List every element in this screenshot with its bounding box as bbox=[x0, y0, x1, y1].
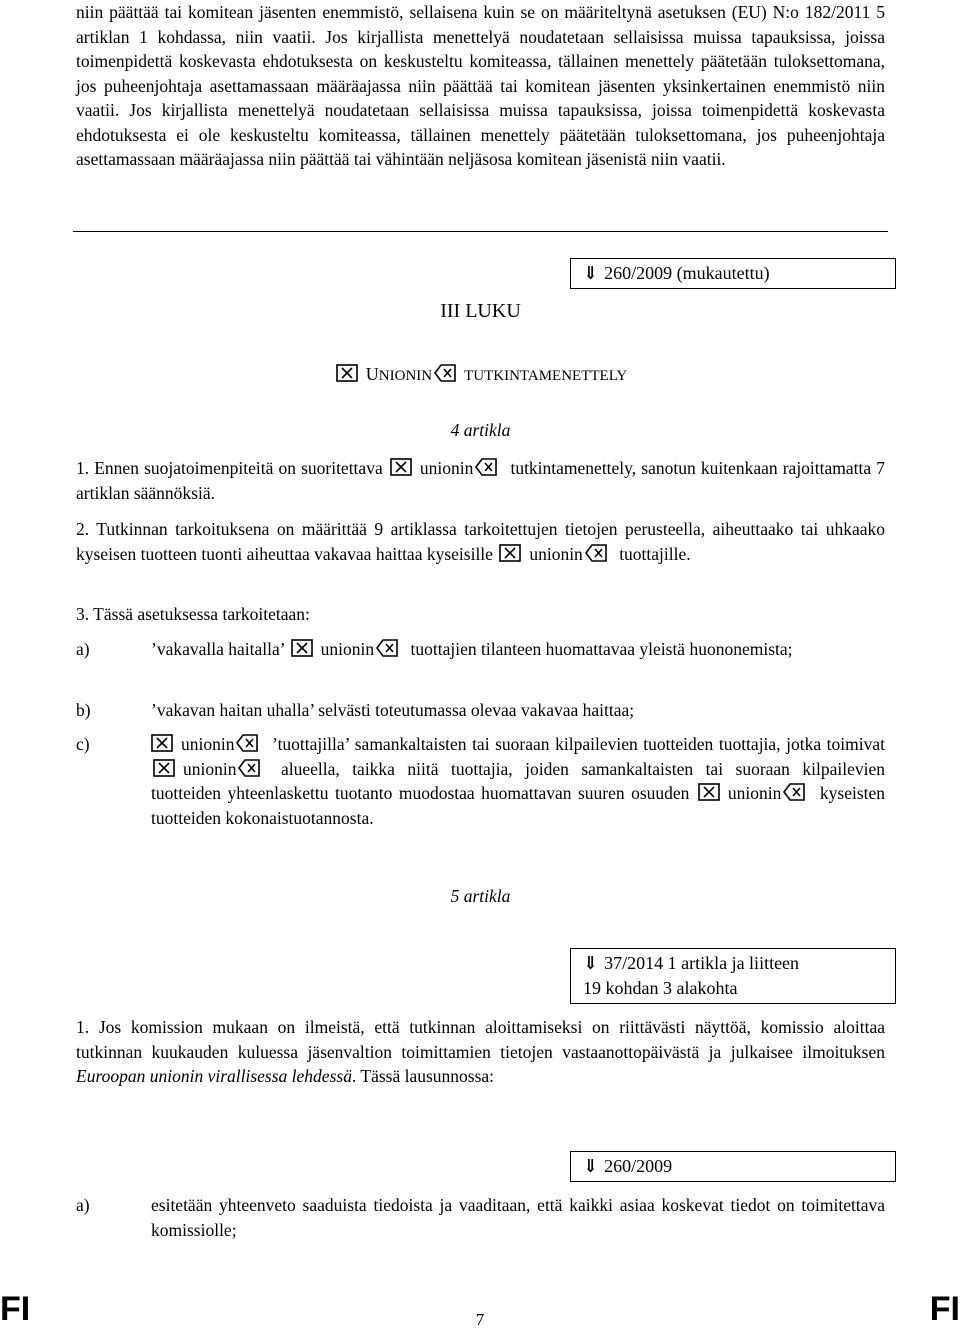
article-4-title bbox=[76, 420, 885, 441]
source-reference-box bbox=[570, 1151, 896, 1182]
insertion-end-icon bbox=[475, 458, 497, 476]
source-reference-text: 37/2014 1 artikla ja liitteen bbox=[604, 953, 800, 973]
article-5-title bbox=[76, 886, 885, 907]
text: unionin bbox=[529, 543, 583, 564]
arrow-down-icon: ⇓ bbox=[583, 1156, 599, 1176]
text: unionin bbox=[320, 639, 375, 659]
insertion-start-icon bbox=[153, 759, 175, 777]
insertion-end-icon bbox=[376, 639, 398, 657]
text: ’vakavalla haitalla’ bbox=[151, 639, 285, 659]
insertion-start-icon bbox=[336, 364, 358, 382]
text: ’vakavan haitan uhalla’ selvästi toteutumassa olevaa vakavaa haittaa; bbox=[151, 700, 635, 720]
insertion-end-icon bbox=[236, 734, 258, 752]
text: 2. Tutkinnan tarkoituksena on määrittää 9 artiklassa tarkoitettujen tietojen perusteella, aiheuttaako tai uhkaako kyseisen tuotteen tuonti aiheuttaa vakavaa haittaa kyseisille bbox=[76, 519, 885, 564]
insertion-start-icon bbox=[698, 783, 720, 801]
heading-cap: U bbox=[365, 364, 379, 384]
separator-rule bbox=[73, 231, 888, 232]
text: kyseisten tuotteiden kokonaistuotannosta. bbox=[151, 783, 886, 828]
footer-language-left: FI bbox=[0, 1290, 31, 1328]
list-text bbox=[151, 732, 885, 830]
section-heading bbox=[76, 364, 885, 385]
article-5-paragraph-1 bbox=[76, 1015, 885, 1089]
list-text: esitetään yhteenveto saaduista tiedoista ja vaaditaan, että kaikki asiaa koskevat tiedot on toimitettava komissiolle; bbox=[151, 1195, 885, 1240]
journal-name: Euroopan unionin virallisessa lehdessä bbox=[76, 1066, 352, 1086]
list-label: b) bbox=[76, 700, 91, 720]
list-label: c) bbox=[76, 734, 90, 754]
source-reference-text: 260/2009 (mukautettu) bbox=[604, 263, 770, 283]
arrow-down-icon: ⇓ bbox=[583, 263, 599, 283]
text: unionin bbox=[727, 783, 782, 803]
source-reference-box bbox=[570, 258, 896, 289]
insertion-start-icon bbox=[291, 639, 313, 657]
text: tuottajien tilanteen huomattavaa yleistä huononemista; bbox=[410, 639, 793, 659]
list-text bbox=[151, 698, 885, 723]
list-label: a) bbox=[76, 1195, 90, 1215]
insertion-end-icon bbox=[238, 759, 260, 777]
list-text bbox=[151, 637, 885, 662]
arrow-down-icon: ⇓ bbox=[583, 953, 599, 973]
source-reference-text: 260/2009 bbox=[604, 1156, 673, 1176]
paragraph-intro: niin päättää tai komitean jäsenten enemmistö, sellaisena kuin se on määriteltynä asetuksen (EU) N:o 182/2011 5 artiklan 1 kohdassa, niin vaatii. Jos kirjallista menettelyä noudatetaan sellaisissa muissa tapauksissa, joissa toimenpidettä koskevasta ehdotuksesta on keskusteltu komiteassa, tällainen menettely päätetään tuloksettomana, jos puheenjohtaja asettamassaan määräajassa niin päättää tai komitean jäsenten yksinkertainen enemmistö niin vaatii. Jos kirjallista menettelyä noudatetaan sellaisissa muissa tapauksissa, joissa toimenpidettä koskevasta ehdotuksesta ei ole keskusteltu komiteassa, tällainen menettely päätetään tuloksettomana, jos puheenjohtaja asettamassaan määräajassa niin päättää tai vähintään neljäsosa komitean jäsenistä niin vaatii. bbox=[76, 2, 885, 169]
text: alueella, taikka niitä tuottajia, joiden samankaltaisten tai suoraan kilpailevien tuotteiden yhteenlaskettu tuotanto muodostaa huomattavan suuren osuuden bbox=[151, 758, 886, 803]
text: unionin bbox=[419, 458, 474, 478]
article-5-title-text: 5 artikla bbox=[450, 886, 511, 906]
text: 1. Ennen suojatoimenpiteitä on suoritettava bbox=[76, 458, 383, 478]
insertion-start-icon bbox=[499, 544, 521, 562]
text: . Tässä lausunnossa: bbox=[351, 1066, 495, 1086]
heading-word-2: TUTKINTAMENETTELY bbox=[464, 368, 628, 384]
article-4-paragraph-3: 3. Tässä asetuksessa tarkoitetaan: bbox=[76, 604, 310, 624]
text: tutkintamenettely, sanotun kuitenkaan rajoittamatta 7 artiklan säännöksiä. bbox=[76, 458, 886, 503]
source-reference-box bbox=[570, 948, 896, 1004]
page-number: 7 bbox=[475, 1310, 485, 1329]
source-reference-text: 19 kohdan 3 alakohta bbox=[583, 978, 738, 998]
text: unionin bbox=[183, 758, 237, 779]
heading-word-1: NIONIN bbox=[378, 368, 433, 384]
insertion-start-icon bbox=[151, 734, 173, 752]
insertion-end-icon bbox=[783, 783, 805, 801]
list-label: a) bbox=[76, 639, 90, 659]
text: unionin bbox=[181, 734, 235, 754]
text: tuottajille. bbox=[619, 543, 691, 564]
chapter-title bbox=[76, 300, 885, 323]
chapter-title-text: III LUKU bbox=[440, 300, 521, 322]
text: ’tuottajilla’ samankaltaisten tai suoraan kilpailevien tuotteiden tuottajia, jotka toimivat bbox=[272, 734, 886, 754]
insertion-end-icon bbox=[434, 364, 456, 382]
insertion-end-icon bbox=[585, 544, 607, 562]
insertion-start-icon bbox=[390, 458, 412, 476]
text: 1. Jos komission mukaan on ilmeistä, että tutkinnan aloittamiseksi on riittävästi näyttöä, komissio aloittaa tutkinnan kuukauden kuluessa jäsenvaltion toimittamien tietojen vastaanottopäivästä ja julkaisee ilmoituksen bbox=[76, 1017, 885, 1062]
footer-language-right: FI bbox=[929, 1290, 960, 1328]
article-4-title-text: 4 artikla bbox=[450, 420, 511, 440]
article-4-paragraph-1 bbox=[76, 456, 885, 505]
article-4-paragraph-2 bbox=[76, 517, 885, 566]
